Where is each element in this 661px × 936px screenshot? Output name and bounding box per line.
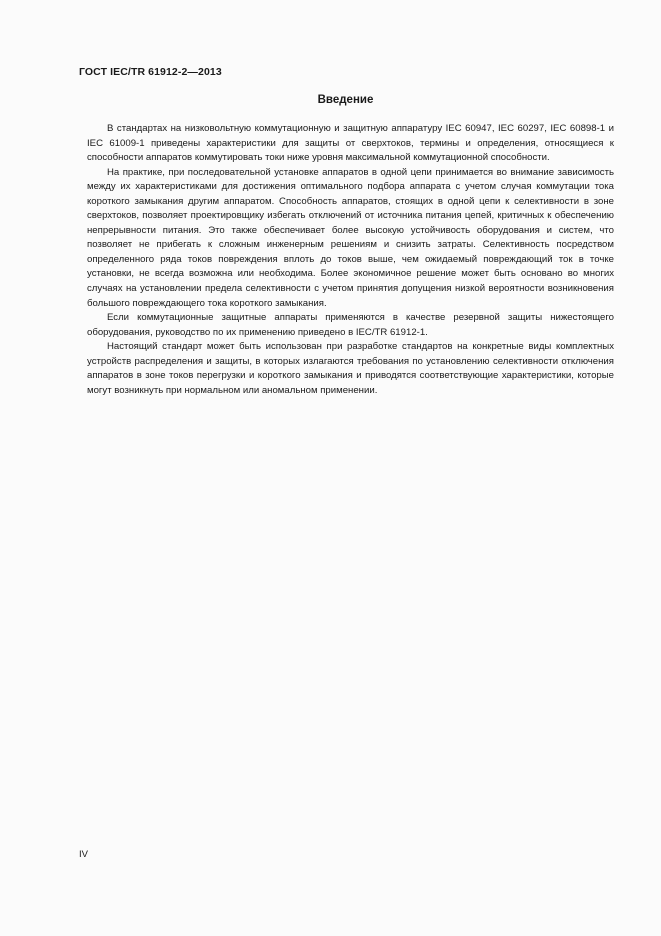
paragraph-4: Настоящий стандарт может быть использован при разработке стандартов на конкретные виды комплектных устройств распределения и защиты, в которых излагаются требования по установлению селективности отключения аппаратов в зоне токов перегрузки и короткого замыкания и приводятся соответствующие характеристики, которые могут возникнуть при нормальном или аномальном применении. [87, 341, 614, 396]
document-header: ГОСТ IEC/TR 61912-2—2013 [79, 66, 222, 78]
body-text [87, 122, 614, 398]
paragraph-2: На практике, при последовательной установке аппаратов в одной цепи принимается во внимание зависимость между их характеристиками для достижения оптимального подбора аппарата с учетом случая коммутации тока короткого замыкания другим аппаратом. Способность аппаратов, стоящих в одной цепи к селективности в зоне сверхтоков, позволяет проектировщику избегать отключений от источника питания цепей, критичных к обеспечению непрерывности питания. Это также обеспечивает более высокую устойчивость оборудования и систем, что позволяет не прибегать к сложным инженерным решениям и снизить затраты. Селективность посредством определенного ряда токов повреждения вплоть до токов выше, чем ожидаемый повреждающий ток в точке установки, не всегда возможна или необходима. Более экономичное решение может быть основано во многих случаях на установлении предела селективности с учетом принятия допущения низкой вероятности возникновения большого повреждающего тока короткого замыкания. [87, 166, 614, 309]
page-number: IV [79, 849, 88, 860]
section-title: Введение [317, 94, 374, 106]
paragraph-1: В стандартах на низковольтную коммутационную и защитную аппаратуру IEC 60947, IEC 60297, IEC 60898-1 и IEC 61009-1 приведены характеристики для защиты от сверхтоков, термины и определения, относящиеся к способности аппаратов коммутировать токи ниже уровня максимальной коммутационной способности. [87, 123, 614, 164]
paragraph-3: Если коммутационные защитные аппараты применяются в качестве резервной защиты нижестоящего оборудования, руководство по их применению приведено в IEC/TR 61912-1. [87, 312, 614, 338]
